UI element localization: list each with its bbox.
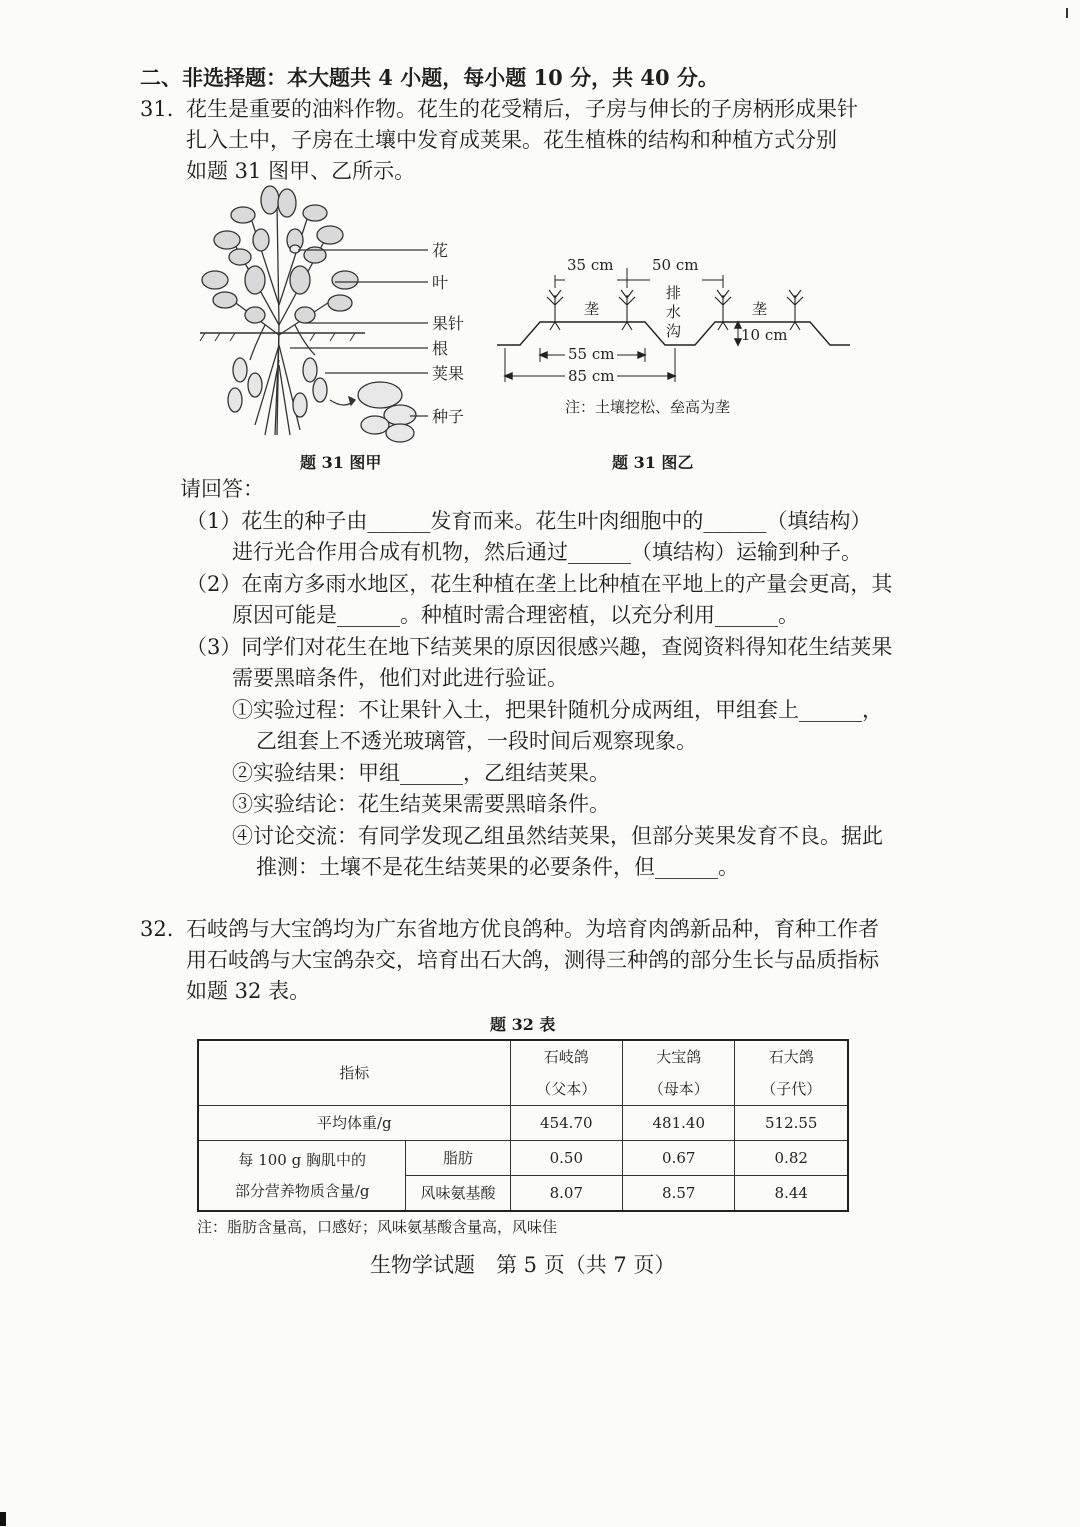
fig-a-label-peg: 果针 — [432, 314, 465, 333]
q32-intro-line-3: 如题 32 表。 — [186, 979, 311, 1003]
figure-31-a — [195, 185, 495, 475]
fig-b-dim-50: 50 cm — [652, 256, 699, 274]
fig-b-note: 注：土壤挖松、垒高为垄 — [565, 398, 731, 416]
fig-b-ridge-label-2: 垄 — [752, 300, 768, 318]
table-group-label — [198, 1141, 406, 1212]
fig-a-label-pod: 荚果 — [432, 364, 465, 383]
table-cell: 0.82 — [735, 1141, 848, 1176]
q31-intro-line-1: 花生是重要的油料作物。花生的花受精后，子房与伸长的子房柄形成果针 — [186, 97, 858, 121]
section-header: 二、非选择题：本大题共 4 小题，每小题 10 分，共 40 分。 — [140, 65, 719, 90]
q32-number: 32. — [140, 917, 174, 941]
figure-31-a-caption: 题 31 图甲 — [300, 453, 382, 472]
table-cell: 8.07 — [510, 1176, 622, 1212]
scan-mark — [1066, 8, 1068, 18]
table-cell: 481.40 — [623, 1106, 735, 1141]
table-cell: 512.55 — [735, 1106, 848, 1141]
fig-b-ditch-3: 沟 — [666, 322, 682, 340]
table-cell: 454.70 — [510, 1106, 622, 1141]
q31-sub3-line-1: （3）同学们对花生在地下结荚果的原因很感兴趣，查阅资料得知花生结荚果 — [186, 635, 893, 659]
q31-step-1: ①实验过程：不让果针入土，把果针随机分成两组，甲组套上______， — [232, 698, 883, 722]
table-cell: 0.50 — [510, 1141, 622, 1176]
table-col-role-1: （父本） — [510, 1073, 622, 1106]
q31-sub3-line-2: 需要黑暗条件，他们对此进行验证。 — [232, 666, 568, 690]
fig-b-dim-85: 85 cm — [568, 367, 615, 385]
scan-edge-mark — [0, 1512, 6, 1526]
table-row-amino-label: 风味氨基酸 — [406, 1176, 510, 1212]
table-cell: 8.44 — [735, 1176, 848, 1212]
q31-step-1-cont: 乙组套上不透光玻璃管，一段时间后观察现象。 — [256, 729, 697, 753]
table-col-name-2: 大宝鸽 — [623, 1040, 735, 1073]
figure-31-b — [495, 250, 855, 430]
table-col-role-2: （母本） — [623, 1073, 735, 1106]
fig-b-ditch-1: 排 — [666, 284, 682, 302]
fig-a-label-root: 根 — [432, 339, 449, 358]
q31-step-4-cont: 推测：土壤不是花生结荚果的必要条件，但______。 — [256, 855, 739, 879]
q32-intro-line-2: 用石岐鸽与大宝鸽杂交，培育出石大鸽，测得三种鸽的部分生长与品质指标 — [186, 948, 879, 972]
table-col-name-3: 石大鸽 — [735, 1040, 848, 1073]
table-group-label-line-2: 部分营养物质含量/g — [234, 1181, 370, 1200]
q31-sub2-line-1: （2）在南方多雨水地区，花生种植在垄上比种植在平地上的产量会更高，其 — [186, 572, 893, 596]
q31-number: 31. — [140, 97, 174, 121]
table-32 — [197, 1039, 849, 1212]
table-row-weight-label: 平均体重/g — [198, 1106, 510, 1141]
table-col-name-1: 石岐鸽 — [510, 1040, 622, 1073]
table-cell: 8.57 — [623, 1176, 735, 1212]
q31-intro-line-3: 如题 31 图甲、乙所示。 — [186, 159, 416, 183]
fig-b-ditch-2: 水 — [666, 303, 682, 321]
fig-a-label-seed: 种子 — [432, 407, 465, 426]
q31-intro-line-2: 扎入土中，子房在土壤中发育成荚果。花生植株的结构和种植方式分别 — [186, 128, 837, 152]
q31-prompt: 请回答： — [180, 477, 264, 501]
q31-sub1-line-1: （1）花生的种子由______发育而来。花生叶肉细胞中的______（填结构） — [186, 509, 872, 533]
q31-step-2: ②实验结果：甲组______，乙组结荚果。 — [232, 761, 610, 785]
figure-31-b-caption: 题 31 图乙 — [612, 453, 694, 472]
table-group-label-line-1: 每 100 g 胸肌中的 — [238, 1150, 366, 1169]
table-32-note: 注：脂肪含量高，口感好；风味氨基酸含量高，风味佳 — [197, 1218, 558, 1236]
q31-step-4: ④讨论交流：有同学发现乙组虽然结荚果，但部分荚果发育不良。据此 — [232, 824, 883, 848]
q31-sub2-line-2: 原因可能是______。种植时需合理密植，以充分利用______。 — [232, 603, 799, 627]
table-cell: 0.67 — [623, 1141, 735, 1176]
fig-b-dim-35: 35 cm — [567, 256, 614, 274]
table-header-indicator: 指标 — [198, 1040, 510, 1106]
fig-b-dim-55: 55 cm — [568, 345, 615, 363]
table-row-fat-label: 脂肪 — [406, 1141, 510, 1176]
page-footer: 生物学试题 第 5 页（共 7 页） — [370, 1253, 676, 1277]
q32-intro-line-1: 石岐鸽与大宝鸽均为广东省地方优良鸽种。为培育肉鸽新品种，育种工作者 — [186, 917, 879, 941]
fig-b-ridge-label-1: 垄 — [584, 300, 600, 318]
q31-sub1-line-2: 进行光合作用合成有机物，然后通过______（填结构）运输到种子。 — [232, 540, 862, 564]
table-32-caption: 题 32 表 — [490, 1015, 556, 1034]
table-col-role-3: （子代） — [735, 1073, 848, 1106]
fig-b-dim-10: 10 cm — [741, 326, 788, 344]
fig-a-label-leaf: 叶 — [432, 273, 449, 292]
fig-a-label-flower: 花 — [432, 241, 449, 260]
q31-step-3: ③实验结论：花生结荚果需要黑暗条件。 — [232, 792, 610, 816]
